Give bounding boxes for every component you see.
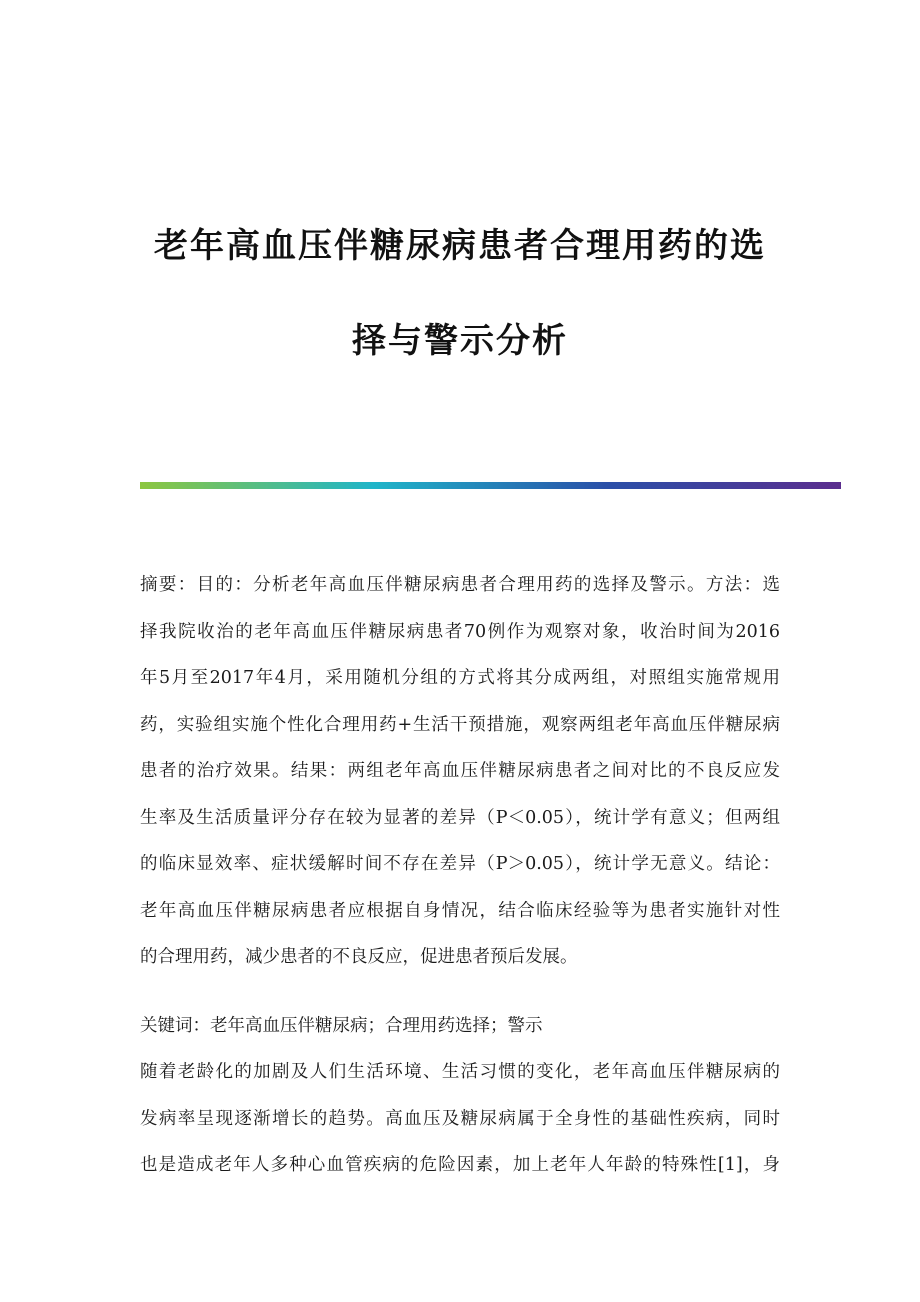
intro-line: 发病率呈现逐渐增长的趋势。高血压及糖尿病属于全身性的基础性疾病，同时 xyxy=(140,1108,780,1129)
keywords-paragraph xyxy=(140,1003,780,1050)
abstract-line: 的合理用药，减少患者的不良反应，促进患者预后发展。 xyxy=(140,947,578,967)
page-title-line-2: 择与警示分析 xyxy=(352,321,568,361)
abstract-line: 老年高血压伴糖尿病患者应根据自身情况，结合临床经验等为患者实施针对性 xyxy=(140,900,780,921)
keywords-line: 关键词：老年高血压伴糖尿病；合理用药选择；警示 xyxy=(140,1016,543,1036)
abstract-paragraph xyxy=(140,562,780,981)
abstract-line: 患者的治疗效果。结果：两组老年高血压伴糖尿病患者之间对比的不良反应发 xyxy=(140,761,780,781)
title-divider xyxy=(140,482,841,489)
abstract-line: 的临床显效率、症状缓解时间不存在差异（P＞0.05），统计学无意义。结论： xyxy=(140,854,780,874)
abstract-line: 年5月至2017年4月，采用随机分组的方式将其分成两组，对照组实施常规用 xyxy=(140,668,780,688)
page-title-line-1: 老年高血压伴糖尿病患者合理用药的选 xyxy=(154,226,766,266)
intro-line: 也是造成老年人多种心血管疾病的危险因素，加上老年人年龄的特殊性[1]，身 xyxy=(140,1155,780,1175)
intro-paragraph xyxy=(140,1049,780,1189)
abstract-line: 择我院收治的老年高血压伴糖尿病患者70例作为观察对象，收治时间为2016 xyxy=(140,621,780,642)
abstract-line: 生率及生活质量评分存在较为显著的差异（P＜0.05），统计学有意义；但两组 xyxy=(140,807,780,828)
abstract-line: 摘要：目的：分析老年高血压伴糖尿病患者合理用药的选择及警示。方法：选 xyxy=(140,575,780,595)
abstract-line: 药，实验组实施个性化合理用药+生活干预措施，观察两组老年高血压伴糖尿病 xyxy=(140,714,780,735)
intro-line: 随着老龄化的加剧及人们生活环境、生活习惯的变化，老年高血压伴糖尿病的 xyxy=(140,1062,780,1082)
